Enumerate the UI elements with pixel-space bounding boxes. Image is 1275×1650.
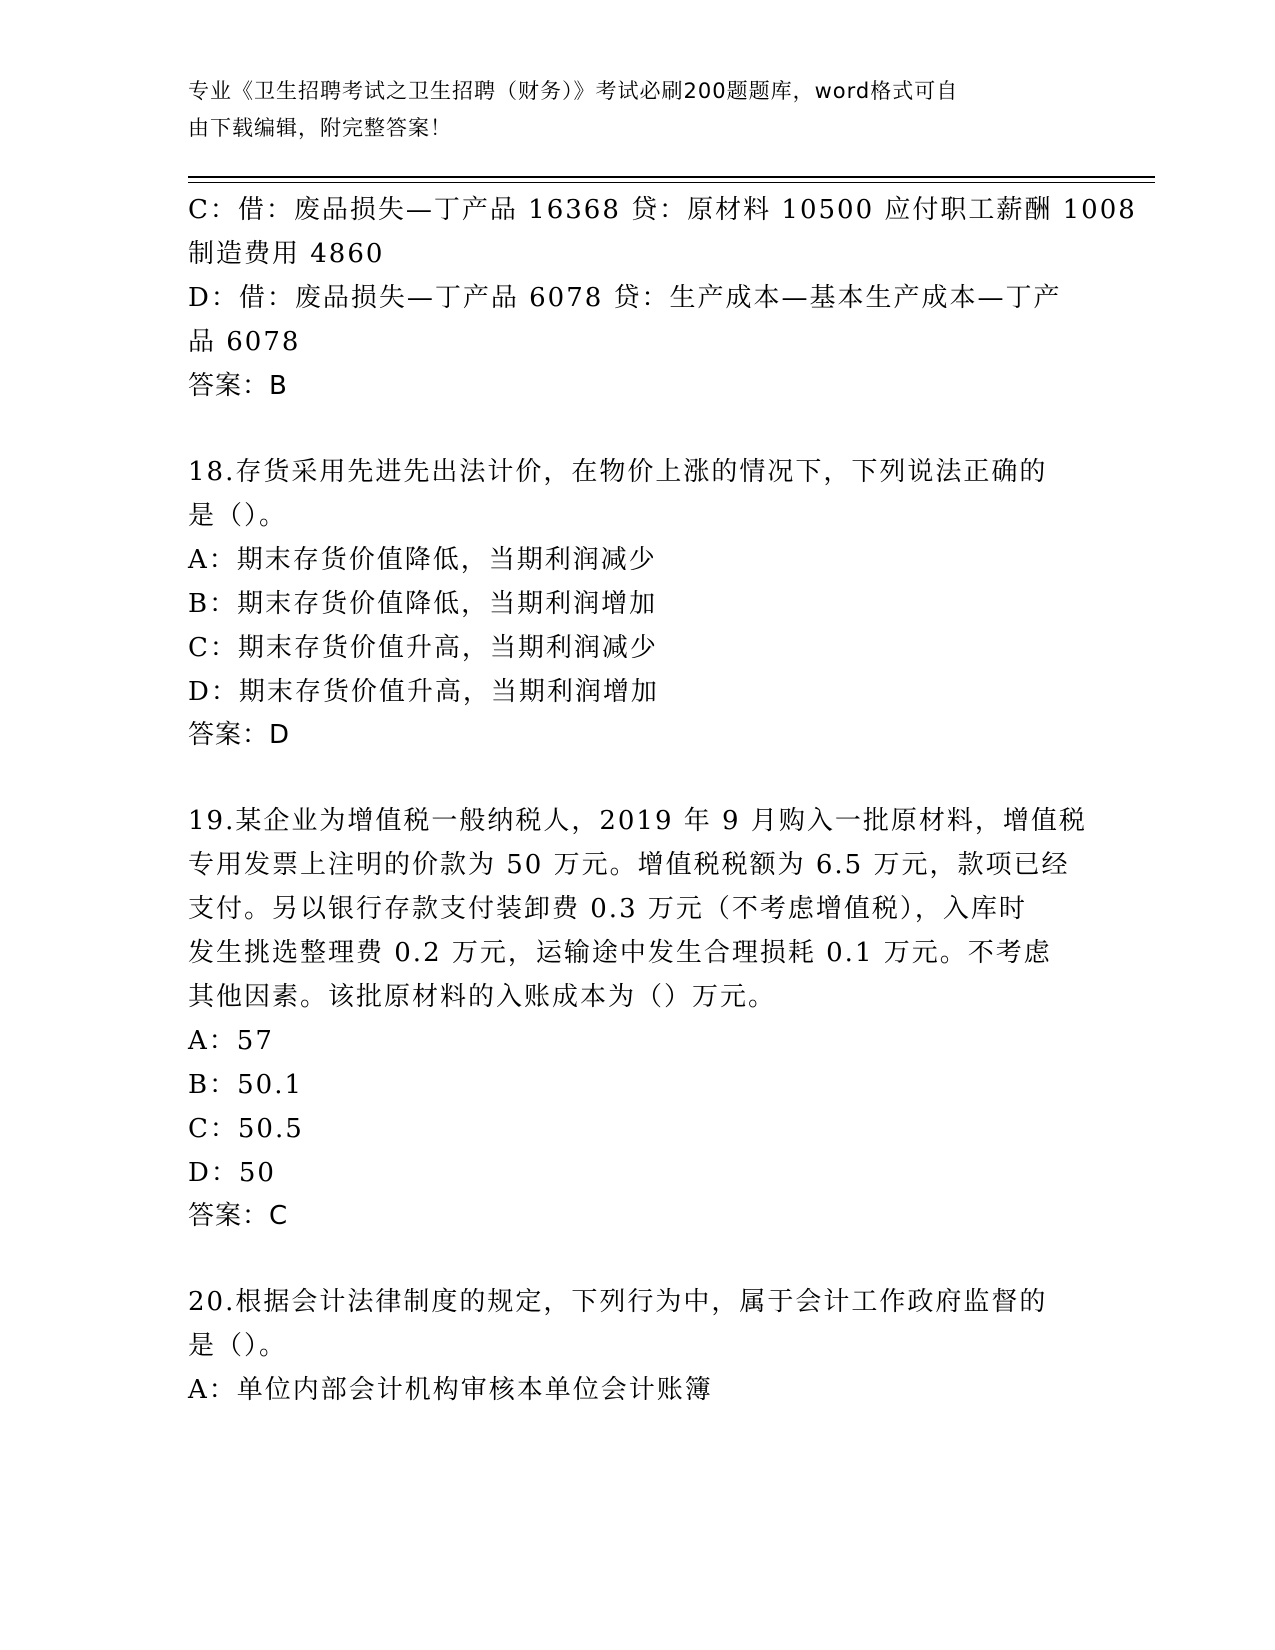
q17-option-d-line-1: D：借：废品损失—丁产品 6078 贷：生产成本—基本生产成本—丁产 [188, 283, 1062, 313]
q18-answer: 答案：D [188, 720, 291, 750]
header-line-1: 专业《卫生招聘考试之卫生招聘（财务）》考试必刷200题题库，word格式可自 [188, 79, 959, 103]
q20-stem-line-2: 是（）。 [188, 1331, 288, 1361]
q17-option-d-line-2: 品 6078 [188, 327, 301, 357]
header-line-2: 由下载编辑，附完整答案！ [188, 116, 452, 140]
q19-stem-line-1: 19.某企业为增值税一般纳税人，2019 年 9 月购入一批原材料，增值税 [188, 806, 1087, 836]
q19-option-c: C：50.5 [188, 1114, 304, 1144]
q18-option-a: A：期末存货价值降低，当期利润减少 [188, 545, 657, 575]
document-header [188, 73, 1088, 147]
q20-option-a: A：单位内部会计机构审核本单位会计账簿 [188, 1375, 713, 1405]
q19-stem-line-5: 其他因素。该批原材料的入账成本为（）万元。 [188, 982, 777, 1012]
q17-answer: 答案：B [188, 371, 288, 401]
header-rule-thin [188, 182, 1155, 183]
q18-option-d: D：期末存货价值升高，当期利润增加 [188, 677, 659, 707]
q19-option-a: A：57 [188, 1026, 274, 1056]
q19-stem-line-3: 支付。另以银行存款支付装卸费 0.3 万元（不考虑增值税），入库时 [188, 894, 1027, 924]
q18-stem-line-2: 是（）。 [188, 501, 288, 531]
q17-option-c-line-1: C：借：废品损失—丁产品 16368 贷：原材料 10500 应付职工薪酬 1008 [188, 195, 1137, 225]
q19-option-b: B：50.1 [188, 1070, 303, 1100]
q19-stem-line-2: 专用发票上注明的价款为 50 万元。增值税税额为 6.5 万元，款项已经 [188, 850, 1070, 880]
q18-option-c: C：期末存货价值升高，当期利润减少 [188, 633, 658, 663]
q19-answer: 答案：C [188, 1201, 289, 1231]
q18-option-b: B：期末存货价值降低，当期利润增加 [188, 589, 658, 619]
q17-option-c-line-2: 制造费用 4860 [188, 239, 385, 269]
q20-stem-line-1: 20.根据会计法律制度的规定，下列行为中，属于会计工作政府监督的 [188, 1287, 1048, 1317]
q19-option-d: D：50 [188, 1158, 276, 1188]
header-rule-thick [188, 176, 1155, 178]
q18-stem-line-1: 18.存货采用先进先出法计价，在物价上涨的情况下，下列说法正确的 [188, 457, 1048, 487]
q19-stem-line-4: 发生挑选整理费 0.2 万元，运输途中发生合理损耗 0.1 万元。不考虑 [188, 938, 1052, 968]
